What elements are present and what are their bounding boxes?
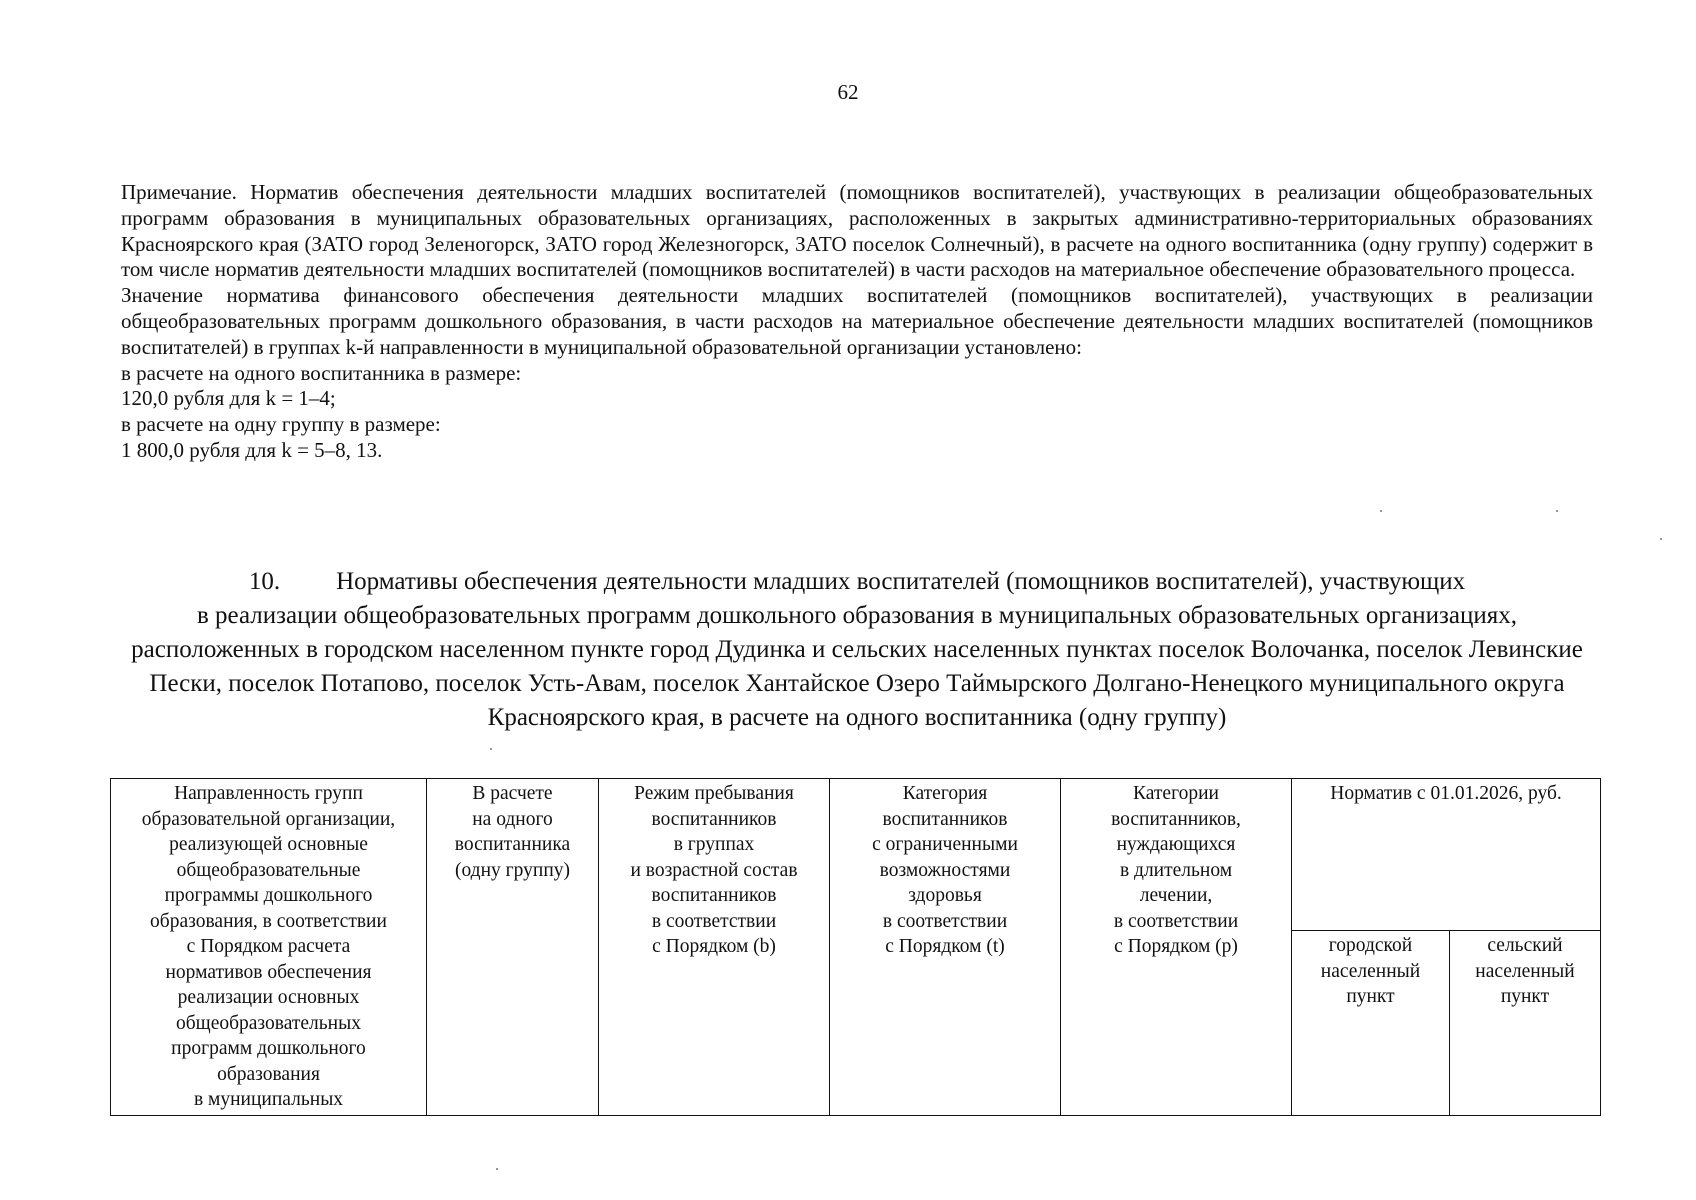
scan-speck	[1556, 510, 1558, 512]
scan-speck	[496, 1168, 498, 1170]
header-long-term-category: Категории воспитанников, нуждающихся в длительном лечении, в соответствии с Порядком (p)	[1061, 779, 1292, 1116]
section-title-rest: в реализации общеобразовательных программ дошкольного образования в муниципальных образовательных организациях, расположенных в городском населенном пункте город Дудинка и сельских населенных пунктах поселок Волочанка, поселок Левинские Пески, поселок Потапово, поселок Усть-Авам, поселок Хантайское Озеро Таймырского Долгано-Ненецкого муниципального округа Красноярского края, в расчете на одного воспитанника (одну группу)	[131, 602, 1583, 731]
norm-table	[110, 778, 1601, 1116]
section-title-line-1: Нормативы обеспечения деятельности младших воспитателей (помощников воспитателей), участвующих	[336, 568, 1466, 595]
note-line-per-pupil: в расчете на одного воспитанника в размере:	[121, 360, 522, 385]
header-urban: городской населенный пункт	[1292, 931, 1450, 1115]
note-paragraph-2: Значение норматива финансового обеспечения деятельности младших воспитателей (помощников воспитателей), участвующих в реализации общеобразовательных программ дошкольного образования, в части расходов на материальное обеспечение деятельности младших воспитателей (помощников воспитателей) в группах k-й направленности в муниципальной образовательной организации установлено:	[121, 283, 1593, 359]
header-disabled-category: Категория воспитанников с ограниченными возможностями здоровья в соответствии с Порядком (t)	[830, 779, 1061, 1116]
header-per-unit: В расчете на одного воспитанника (одну группу)	[427, 779, 599, 1116]
note-block	[121, 180, 1593, 464]
header-regime: Режим пребывания воспитанников в группах и возрастной состав воспитанников в соответствии с Порядком (b)	[599, 779, 830, 1116]
page-number: 62	[837, 80, 859, 104]
note-line-per-group-value: 1 800,0 рубля для k = 5–8, 13.	[121, 437, 383, 462]
header-norm: Норматив с 01.01.2026, руб.	[1292, 779, 1601, 931]
section-number: 10.	[248, 568, 281, 595]
section-title	[121, 565, 1593, 735]
note-paragraph-1: Примечание. Норматив обеспечения деятельности младших воспитателей (помощников воспитателей), участвующих в реализации общеобразовательных программ образования в муниципальных образовательных организациях, расположенных в закрытых административно-территориальных образованиях Красноярского края (ЗАТО город Зеленогорск, ЗАТО город Железногорск, ЗАТО поселок Солнечный), в расчете на одного воспитанника (одну группу) содержит в том числе норматив деятельности младших воспитателей (помощников воспитателей) в части расходов на материальное обеспечение образовательного процесса.	[121, 180, 1593, 282]
header-orientation: Направленность групп образовательной организации, реализующей основные общеобразовательные программы дошкольного образования, в соответствии с Порядком расчета нормативов обеспечения реализации основных общеобразовательных программ дошкольного образования в муниципальных	[111, 779, 427, 1116]
scan-speck	[1660, 538, 1662, 540]
scan-speck	[1380, 510, 1382, 512]
scan-speck	[490, 748, 492, 750]
note-line-per-group: в расчете на одну группу в размере:	[121, 412, 441, 437]
note-line-per-pupil-value: 120,0 рубля для k = 1–4;	[121, 386, 336, 411]
header-rural: сельский населенный пункт	[1450, 931, 1601, 1115]
